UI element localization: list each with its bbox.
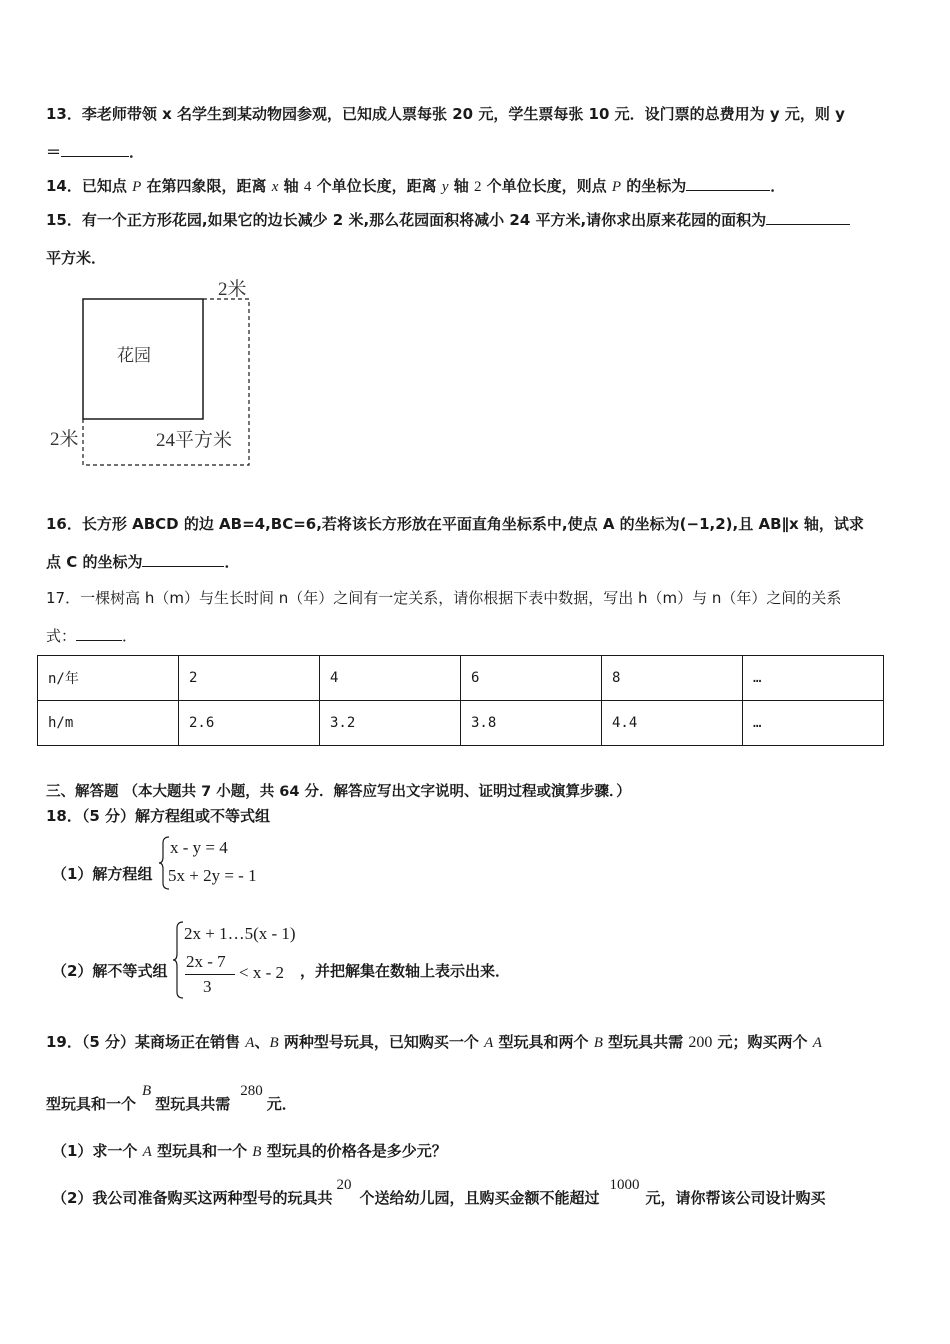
inequality-2-rhs: < x - 2	[239, 963, 284, 982]
q19-line1	[46, 1031, 822, 1052]
table-cell: 3.2	[320, 701, 461, 746]
q13-period: ．	[129, 143, 145, 161]
q19-text: 元；购买两个	[712, 1033, 813, 1051]
table-cell: 6	[461, 656, 602, 701]
q14-var-p: P	[611, 179, 622, 195]
q19-text: 型玩具共需	[155, 1095, 231, 1113]
q17-period: ．	[122, 627, 138, 645]
q19-text: 、	[254, 1033, 270, 1051]
table-cell: 4.4	[602, 701, 743, 746]
q14-text: 轴	[448, 177, 474, 195]
q19-text: 型玩具的价格各是多少元？	[261, 1142, 447, 1160]
q19-text: 型玩具和一个	[46, 1095, 137, 1113]
q14-text: 个单位长度，距离	[311, 177, 442, 195]
q16-text: 点 C 的坐标为	[46, 553, 143, 571]
table-cell: 4	[320, 656, 461, 701]
q13-line1: 13．李老师带领 x 名学生到某动物园参观，已知成人票每张 20 元，学生票每张 10 元．设门票的总费用为 y 元，则 y	[46, 105, 845, 123]
q14-num: 2	[473, 179, 482, 195]
q14-period: ．	[770, 177, 786, 195]
q19-text: 元，请你帮该公司设计购买	[645, 1189, 826, 1207]
q14-answer-blank[interactable]	[686, 176, 770, 191]
q19-var-a: A	[812, 1035, 822, 1051]
q18-part2-label: （2）解不等式组	[52, 962, 168, 980]
garden-label: 花园	[117, 346, 151, 365]
growth-table	[37, 655, 884, 746]
q17-line2	[46, 625, 137, 646]
q13-line2	[46, 141, 144, 162]
q16-answer-blank[interactable]	[142, 552, 224, 567]
q19-text: 型玩具共需	[602, 1033, 689, 1051]
q14-text: 轴	[278, 177, 304, 195]
q19-text: 型玩具和两个	[493, 1033, 594, 1051]
q19-part2	[52, 1177, 826, 1208]
bottom-left-2m-label: 2米	[50, 429, 79, 450]
table-row	[38, 701, 884, 746]
q19-text: 两种型号玩具，已知购买一个	[278, 1033, 485, 1051]
q19-var-b: B	[142, 1083, 152, 1099]
q14-text: 个单位长度，则点	[481, 177, 612, 195]
garden-figure	[40, 275, 270, 475]
q14-line	[46, 175, 785, 196]
q19-var-a: A	[245, 1035, 255, 1051]
q19-text: 型玩具和一个	[151, 1142, 253, 1160]
q19-text: （1）求一个	[52, 1142, 143, 1160]
q19-num: 200	[688, 1034, 713, 1051]
q14-text: 在第四象限，距离	[141, 177, 272, 195]
table-cell: n/年	[38, 656, 179, 701]
q14-text: 的坐标为	[621, 177, 687, 195]
q19-text: 个送给幼儿园，且购买金额不能超过	[359, 1189, 600, 1207]
table-row	[38, 656, 884, 701]
q14-var-p: P	[132, 179, 142, 195]
table-cell: 8	[602, 656, 743, 701]
section3-heading: 三、解答题 （本大题共 7 小题，共 64 分．解答应写出文字说明、证明过程或演算步骤．）	[46, 784, 631, 800]
q19-num: 280	[240, 1083, 263, 1099]
table-cell: …	[743, 656, 884, 701]
q16-period: ．	[224, 553, 240, 571]
q15-answer-blank[interactable]	[766, 210, 850, 225]
q16-line1: 16．长方形 ABCD 的边 AB=4,BC=6,若将该长方形放在平面直角坐标系中,使点 A 的坐标为(−1,2),且 AB∥x 轴，试求	[46, 515, 864, 533]
inequality-2-numerator: 2x - 7	[186, 952, 226, 971]
q14-text: 14．已知点	[46, 177, 133, 195]
table-cell: 3.8	[461, 701, 602, 746]
q19-var-b: B	[252, 1144, 262, 1160]
q19-text: 元．	[266, 1095, 297, 1113]
q19-line2	[46, 1083, 297, 1114]
q17-line1: 17．一棵树高 h（m）与生长时间 n（年）之间有一定关系，请你根据下表中数据，写出 h（m）与 n（年）之间的关系	[46, 589, 842, 607]
table-cell: 2.6	[179, 701, 320, 746]
q13-answer-blank[interactable]	[61, 142, 129, 157]
equation-1: x - y = 4	[170, 838, 228, 857]
q14-var-x: x	[271, 179, 279, 195]
q15-line1	[46, 209, 850, 230]
q18-part1-label: （1）解方程组	[52, 865, 153, 883]
q14-num: 4	[303, 179, 312, 195]
q18-part2-suffix: ，并把解集在数轴上表示出来．	[300, 962, 511, 980]
table-cell: 2	[179, 656, 320, 701]
q19-var-a: A	[484, 1035, 494, 1051]
q16-line2	[46, 551, 239, 572]
q19-var-b: B	[593, 1035, 603, 1051]
table-cell: h/m	[38, 701, 179, 746]
q15-line2: 平方米．	[46, 249, 107, 267]
fraction-bar	[185, 974, 235, 975]
q19-var-b: B	[269, 1035, 279, 1051]
q19-num: 1000	[609, 1177, 640, 1193]
inequality-1: 2x + 1…5(x - 1)	[184, 924, 296, 943]
q17-text: 式：	[46, 627, 77, 645]
q17-answer-blank[interactable]	[76, 626, 122, 641]
q13-equals: ＝	[46, 143, 62, 161]
table-cell: …	[743, 701, 884, 746]
q19-part1	[52, 1140, 447, 1161]
q15-text: 15．有一个正方形花园,如果它的边长减少 2 米,那么花园面积将减小 24 平方米,请你求出原来花园的面积为	[46, 211, 767, 229]
equation-2: 5x + 2y = - 1	[168, 866, 257, 885]
q19-num: 20	[336, 1177, 352, 1193]
q19-text: 19．（5 分）某商场正在销售	[46, 1033, 246, 1051]
q19-text: （2）我公司准备购买这两种型号的玩具共	[52, 1189, 333, 1207]
q14-var-y: y	[441, 179, 449, 195]
top-right-2m-label: 2米	[218, 279, 247, 300]
strip-area-label: 24平方米	[156, 430, 233, 451]
inequality-2-denominator: 3	[203, 977, 212, 996]
q19-var-a: A	[142, 1144, 152, 1160]
q18-title: 18．（5 分）解方程组或不等式组	[46, 807, 271, 825]
